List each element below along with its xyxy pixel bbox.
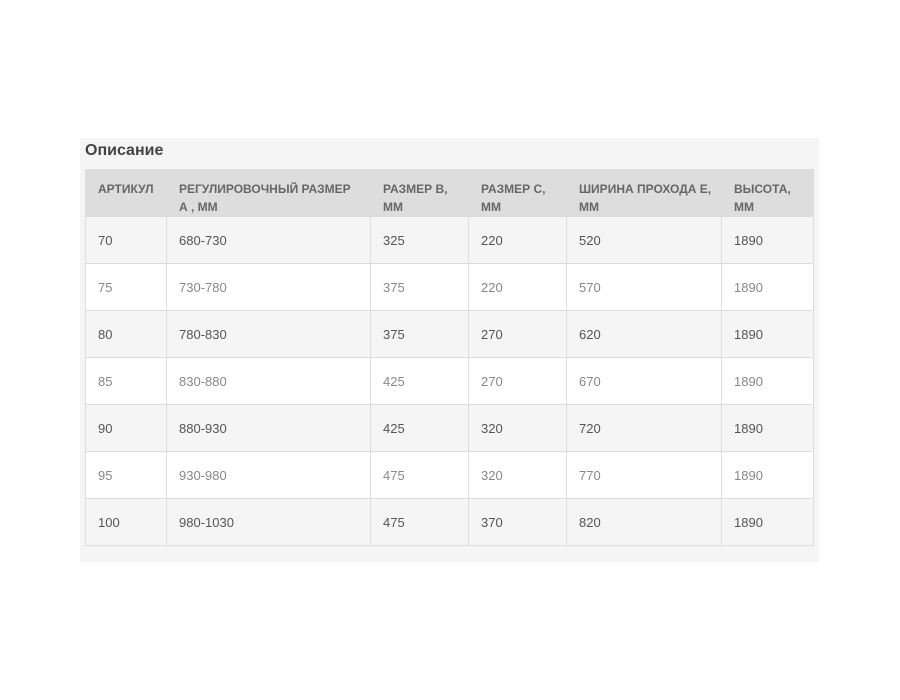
- cell-adjust-size-a: 930-980: [167, 452, 371, 499]
- table-row: [86, 452, 814, 499]
- cell-adjust-size-a: 680-730: [167, 217, 371, 264]
- description-panel: [80, 138, 819, 562]
- cell-adjust-size-a: 980-1030: [167, 499, 371, 546]
- cell-article: 85: [86, 358, 167, 405]
- cell-size-b: 325: [371, 217, 469, 264]
- table-row: [86, 405, 814, 452]
- cell-size-b: 475: [371, 499, 469, 546]
- cell-size-b: 475: [371, 452, 469, 499]
- cell-size-c: 220: [469, 264, 567, 311]
- table-row: [86, 499, 814, 546]
- table-row: [86, 217, 814, 264]
- cell-size-c: 320: [469, 452, 567, 499]
- cell-size-c: 220: [469, 217, 567, 264]
- cell-size-c: 320: [469, 405, 567, 452]
- cell-passage-width-e: 620: [567, 311, 722, 358]
- cell-size-c: 270: [469, 358, 567, 405]
- cell-article: 100: [86, 499, 167, 546]
- cell-size-c: 270: [469, 311, 567, 358]
- spec-table: [85, 169, 814, 546]
- cell-article: 80: [86, 311, 167, 358]
- cell-passage-width-e: 570: [567, 264, 722, 311]
- cell-article: 75: [86, 264, 167, 311]
- column-header-size-c: РАЗМЕР С, ММ: [469, 170, 567, 217]
- cell-adjust-size-a: 880-930: [167, 405, 371, 452]
- column-header-height: ВЫСОТА, ММ: [722, 170, 814, 217]
- cell-height: 1890: [722, 217, 814, 264]
- cell-height: 1890: [722, 405, 814, 452]
- cell-article: 70: [86, 217, 167, 264]
- cell-height: 1890: [722, 264, 814, 311]
- cell-article: 95: [86, 452, 167, 499]
- cell-passage-width-e: 770: [567, 452, 722, 499]
- cell-passage-width-e: 720: [567, 405, 722, 452]
- cell-height: 1890: [722, 499, 814, 546]
- cell-height: 1890: [722, 358, 814, 405]
- cell-height: 1890: [722, 311, 814, 358]
- table-row: [86, 264, 814, 311]
- cell-adjust-size-a: 780-830: [167, 311, 371, 358]
- cell-size-b: 425: [371, 405, 469, 452]
- cell-passage-width-e: 670: [567, 358, 722, 405]
- cell-article: 90: [86, 405, 167, 452]
- cell-size-b: 375: [371, 264, 469, 311]
- cell-passage-width-e: 520: [567, 217, 722, 264]
- table-row: [86, 358, 814, 405]
- cell-size-b: 425: [371, 358, 469, 405]
- column-header-article: АРТИКУЛ: [86, 170, 167, 217]
- cell-height: 1890: [722, 452, 814, 499]
- column-header-passage-width-e: ШИРИНА ПРОХОДА Е, ММ: [567, 170, 722, 217]
- table-row: [86, 311, 814, 358]
- cell-size-b: 375: [371, 311, 469, 358]
- cell-adjust-size-a: 830-880: [167, 358, 371, 405]
- column-header-size-b: РАЗМЕР В, ММ: [371, 170, 469, 217]
- section-title: Описание: [85, 142, 164, 159]
- table-header-row: [86, 170, 814, 217]
- cell-adjust-size-a: 730-780: [167, 264, 371, 311]
- column-header-adjust-size-a: РЕГУЛИРОВОЧНЫЙ РАЗМЕР А , ММ: [167, 170, 371, 217]
- cell-passage-width-e: 820: [567, 499, 722, 546]
- cell-size-c: 370: [469, 499, 567, 546]
